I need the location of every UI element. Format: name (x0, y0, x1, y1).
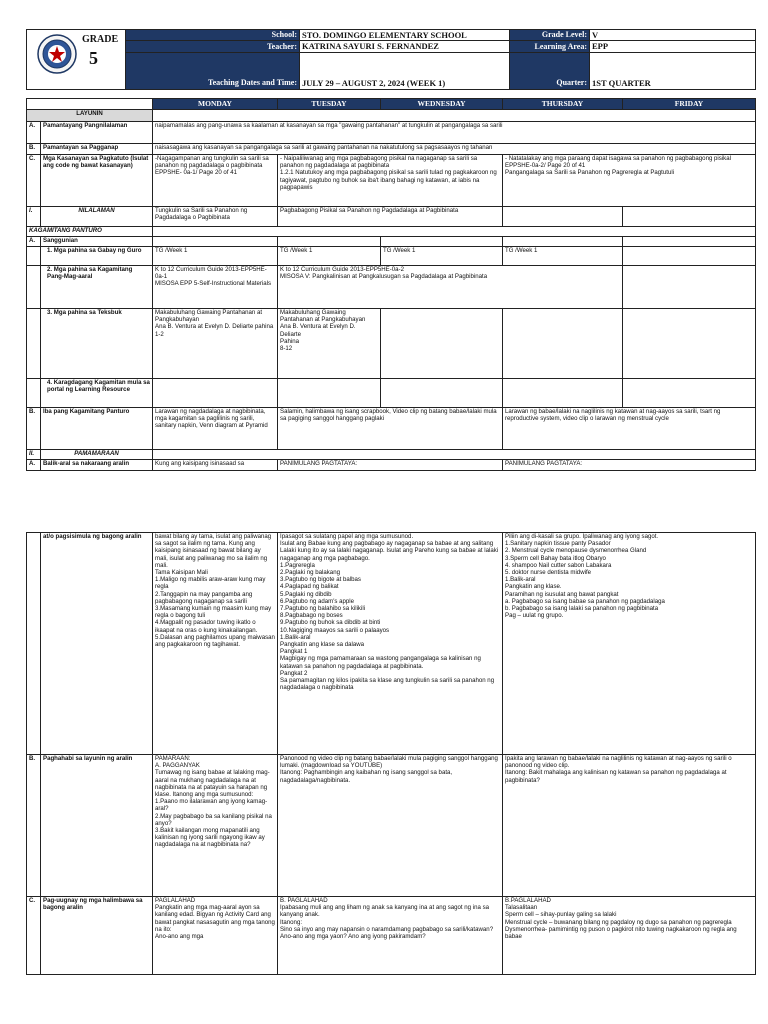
day-thursday: THURSDAY (503, 99, 623, 110)
pagsisimula-thursday: Piliin ang di-kasali sa grupo. Ipaliwanag ang iyong sagot. 1.Sanitary napkin tissue panty Pasador 2. Menstrual cycle menopause dysmenorrhea Gland 3.Sperm cell Bahay bata itlog Obaryo 4. shampoo Nail cutter sabon Labakara 5. doktor nurse dentista midwife 1.Balik-aral Pangkatin ang klase. Paramihan ng isusulat ang bawat pangkat a. Pagbabago sa isang babae sa panahon ng pagdadalaga b. Pagbabago sa isang lalaki sa panahon ng pagbibinata Pag – uulat ng grupo. (503, 533, 756, 755)
kasanayan-monday: -Nagagampanan ang tungkulin sa sarili sa panahon ng pagdadalaga o pagbibinata EPPSHE- 0a-1/ Page 20 of 41 (153, 155, 278, 207)
pag-uugnay-thursday: B.PAGLALAHAD Talasalitaan Sperm cell – sihay-punlay galing sa lalaki Menstrual cycle – buwanang bilang ng pagdaloy ng dugo sa panahon ng pagreregla Dysmenorrhea- pamimintig ng puson o pagkirot nito tuwing nagkakaroon ng regla ang babae (503, 897, 756, 975)
row-letter: B. (27, 144, 41, 155)
row-roman: II. (27, 450, 41, 460)
row-label-iba-pang-kagamitan: Iba pang Kagamitang Panturo (41, 408, 153, 450)
teacher-label: Teacher: (126, 41, 300, 53)
day-monday: MONDAY (153, 99, 278, 110)
pag-uugnay-monday: PAGLALAHAD Pangkatin ang mga mag-aaral ayon sa kanilang edad. Bigyan ng Activity Card ang bawat pangkat nasasagutin ang mga tanong na ito: Ano-ano ang mga (153, 897, 278, 975)
grade-level-label: Grade Level: (510, 30, 590, 41)
learning-area-value: EPP (590, 41, 756, 53)
row-label-paghahabi: Paghahabi sa layunin ng aralin (41, 755, 153, 897)
pagganap-text: naisasagawa ang kasanayan sa pangangalaga sa sarili at gawaing pantahanan na nakatutulong sa pagsasaayos ng tahanan (153, 144, 756, 155)
row-label-pagsisimula: at/o pagsisimula ng bagong aralin (41, 533, 153, 755)
lesson-plan-table-page1 (26, 98, 756, 471)
paghahabi-thursday: Ipakita ang larawan ng babae/lalaki na naglilinis ng katawan at nag-aayos ng sarili o panonood ng video clip. Itanong: Bakit mahalaga ang kalinisan ng katawan sa panahon ng pagdadalaga at pagbibinata? (503, 755, 756, 897)
header-table (26, 29, 756, 90)
balik-aral-monday: Kung ang kaisipang isinasaad sa (153, 460, 278, 471)
quarter-label: Quarter: (510, 53, 590, 90)
corner-cell (27, 99, 153, 110)
row-letter: A. (27, 237, 41, 247)
row-label-pagganap: Pamantayan sa Pagganap (41, 144, 153, 155)
balik-aral-tuesday: PANIMULANG PAGTATAYA: (278, 460, 503, 471)
learning-area-label: Learning Area: (510, 41, 590, 53)
school-label: School: (126, 30, 300, 41)
section-kagamitan: KAGAMITANG PANTURO (27, 227, 153, 237)
teksbuk-monday: Makabuluhang Gawaing Pantahanan at Pangkabuhayan Ana B. Ventura at Evelyn D. Deliarte pahina 1-2 (153, 309, 278, 379)
iba-thursday: Larawan ng babae/lalaki na naglilinis ng katawan at nag-aayos sa sarili, tsart ng reproductive system, video clip o larawan ng menstrual cycle (503, 408, 756, 450)
dates-label: Teaching Dates and Time: (126, 53, 300, 90)
nilalaman-monday: Tungkulin sa Sarili sa Panahon ng Pagdadalaga o Pagbibinata (153, 207, 278, 227)
pagsisimula-tuesday: Ipasagot sa sulatang papel ang mga sumusunod. Isulat ang Babae kung ang pagbabago ay nagaganap sa babae at ang salitang Lalaki kung ito ay sa lalaki nagaganap. Isulat ang Pareho kung sa babae at lalaki nagaganap ang mga pagbabago. 1.Pagreregla 2.Paglaki ng balakang 3.Pagtubo ng bigote at balbas 4.Paglapad ng balikat 5.Paglaki ng dibdib 6.Pagtubo ng adam's apple 7.Pagtubo ng balahibo sa kilikili 8.Pagbabago ng boses 9.Pagtubo ng buhok sa dibdib at binti 10.Nagiging maayos sa sarili o palaayos 1.Balik-aral Pangkatin ang klase sa dalawa Pangkat 1 Magbigay ng mga pamamaraan sa wastong pangangalaga sa kalinisan ng katawan sa panahon ng pagdadalaga at pagbibinata. Pangkat 2 Sa pamamagitan ng kilos ipakita sa klase ang tungkulin sa sarili sa panahon ng nagdadalaga o nagbibinata (278, 533, 503, 755)
row-letter: B. (27, 408, 41, 450)
gabay-tuesday: TG /Week 1 (278, 247, 381, 266)
section-layunin: LAYUNIN (27, 110, 153, 122)
mag-aaral-tuesday: K to 12 Curriculum Guide 2013-EPP5HE-0a-2 MISOSA V: Pangkalinisan at Pangkalusugan sa Pagdadalaga at Pagbibinata (278, 266, 623, 309)
row-letter: A. (27, 122, 41, 144)
quarter-value: 1ST QUARTER (590, 53, 756, 90)
pagsisimula-monday: bawat bilang ay tama, isulat ang paliwanag sa sagot sa ilalim ng tama. Kung ang kaisipang isinasaad ng bawat bilang ay mali, isulat ang paliwanag mo sa ilalim ng mali. Tama Kaisipan Mali 1.Maligo ng mabilis araw-araw kung may regla 2.Tanggapin na may pangamba ang pagbabagong nagaganap sa sarili 3.Masamang kumain ng maasim kung may regla o bagong tuli 4.Magpalit ng pasador tuwing ikatlo o ikaapat na oras o kung kinakailangan. 5.Dalasan ang paghilamos upang maiwasan ang pagkakaroon ng tagihawat. (153, 533, 278, 755)
gabay-thursday: TG /Week 1 (503, 247, 623, 266)
paghahabi-monday: PAMARAAN: A. PAGGANYAK Tumawag ng isang babae at lalaking mag-aaral na mukhang nagdadalaga na at nagbibinata na at patayuin sa harapan ng klase. Itanong ang mga sumusunod: 1.Paano mo ilalarawan ang iyong kamag-aral? 2.May pagbabago ba sa kanilang pisikal na anyo? 3.Bakit kailangan mong mapanatili ang kalinisan ng iyong sarili ngayong ikaw ay nagdadalaga na at nagbibinata na? (153, 755, 278, 897)
row-label-teksbuk: 3. Mga pahina sa Teksbuk (41, 309, 153, 379)
iba-monday: Larawan ng nagdadalaga at nagbibinata, mga kagamitan sa paglilinis ng sarili, sanitary napkin, Venn diagram at Pyramid (153, 408, 278, 450)
dates-value: JULY 29 – AUGUST 2, 2024 (WEEK 1) (300, 53, 510, 90)
gabay-wednesday: TG /Week 1 (381, 247, 503, 266)
row-letter: C. (27, 897, 41, 975)
row-label-nilalaman: NILALAMAN (41, 207, 153, 227)
day-wednesday: WEDNESDAY (381, 99, 503, 110)
row-letter: A. (27, 460, 41, 471)
grade-label: GRADE (82, 34, 119, 45)
row-label-sanggunian: Sanggunian (41, 237, 153, 247)
row-label-kagamitang-mag-aaral: 2. Mga pahina sa Kagamitang Pang-Mag-aaral (41, 266, 153, 309)
pag-uugnay-tuesday: B. PAGLALAHAD Ipabasang muli ang ang liham ng anak sa kanyang ina at ang sagot ng ina sa kanyang anak. Itanong: Sino sa inyo ang may napansin o naramdamang pagbabago sa sarili/katawan? Ano-ano ang mga yaon? Ano ang iyong pakiramdam? (278, 897, 503, 975)
teksbuk-tuesday: Makabuluhang Gawaing Pantahanan at Pangkabuhayan Ana B. Ventura at Evelyn D. Deliarte Pahina 8-12 (278, 309, 381, 379)
nilalaman-tuesday: Pagbabagong Pisikal sa Panahon ng Pagdadalaga at Pagbibinata (278, 207, 503, 227)
balik-aral-thursday: PANIMULANG PAGTATAYA: (503, 460, 756, 471)
row-label-pangnilalaman: Pamantayang Pangnilalaman (41, 122, 153, 144)
row-label-gabay-guro: 1. Mga pahina sa Gabay ng Guro (41, 247, 153, 266)
row-letter: B. (27, 755, 41, 897)
section-pamamaraan: PAMAMARAAN (41, 450, 153, 460)
teacher-value: KATRINA SAYURI S. FERNANDEZ (300, 41, 510, 53)
day-tuesday: TUESDAY (278, 99, 381, 110)
kasanayan-thursday: - Natatalakay ang mga paraang dapat isagawa sa panahon ng pagbabagong pisikal EPPSHE-0a-2/ Page 20 of 41 Pangangalaga sa Sarili sa Panahon ng Pagreregla at Pagtutuli (503, 155, 756, 207)
school-value: STO. DOMINGO ELEMENTARY SCHOOL (300, 30, 510, 41)
row-roman: I. (27, 207, 41, 227)
lesson-plan-table-page2 (26, 532, 756, 975)
gabay-monday: TG /Week 1 (153, 247, 278, 266)
day-friday: FRIDAY (623, 99, 756, 110)
mag-aaral-monday: K to 12 Curriculum Guide 2013-EPP5HE-0a-1 MISOSA EPP 5-Self-Instructional Materials (153, 266, 278, 309)
grade-level-value: V (590, 30, 756, 41)
kasanayan-tuesday: - Naipaliliwanag ang mga pagbabagong pisikal na nagaganap sa sarili sa panahon ng pagdadalaga at pagbibinata 1.2.1 Natutukoy ang mga pagbabagong pisikal sa sarili tulad ng pagkakaroon ng tagiyawat, pagtubo ng buhok sa iba't ibang bahagi ng katawan, at iabis na pagpapawis (278, 155, 503, 207)
row-label-balik-aral: Balik-aral sa nakaraang aralin (41, 460, 153, 471)
row-label-karagdagang-kagamitan: 4. Karagdagang Kagamitan mula sa portal ng Learning Resource (41, 379, 153, 408)
grade-number: 5 (89, 48, 98, 68)
pangnilalaman-text: naipamamalas ang pang-unawa sa kaalaman at kasanayan sa mga "gawaing pantahanan" at tungkulin at pangangalaga sa sarili (153, 122, 756, 144)
row-letter: C. (27, 155, 41, 207)
row-label-pag-uugnay: Pag-uugnay ng mga halimbawa sa bagong aralin (41, 897, 153, 975)
iba-tuesday: Salamin, halimbawa ng isang scrapbook, Video clip ng batang babae/lalaki mula sa pagiging sanggol hanggang paglaki (278, 408, 503, 450)
row-label-kasanayan: Mga Kasanayan sa Pagkatuto (Isulat ang code ng bawat kasanayan) (41, 155, 153, 207)
grade-cell (27, 30, 126, 90)
paghahabi-tuesday: Panonood ng video clip ng batang babae/lalaki mula pagiging sanggol hanggang lumaki. (magdownload sa YOUTUBE) Itanong: Paghambingin ang kaibahan ng isang sanggol sa bata, nagdadalaga/nagbibinata. (278, 755, 503, 897)
